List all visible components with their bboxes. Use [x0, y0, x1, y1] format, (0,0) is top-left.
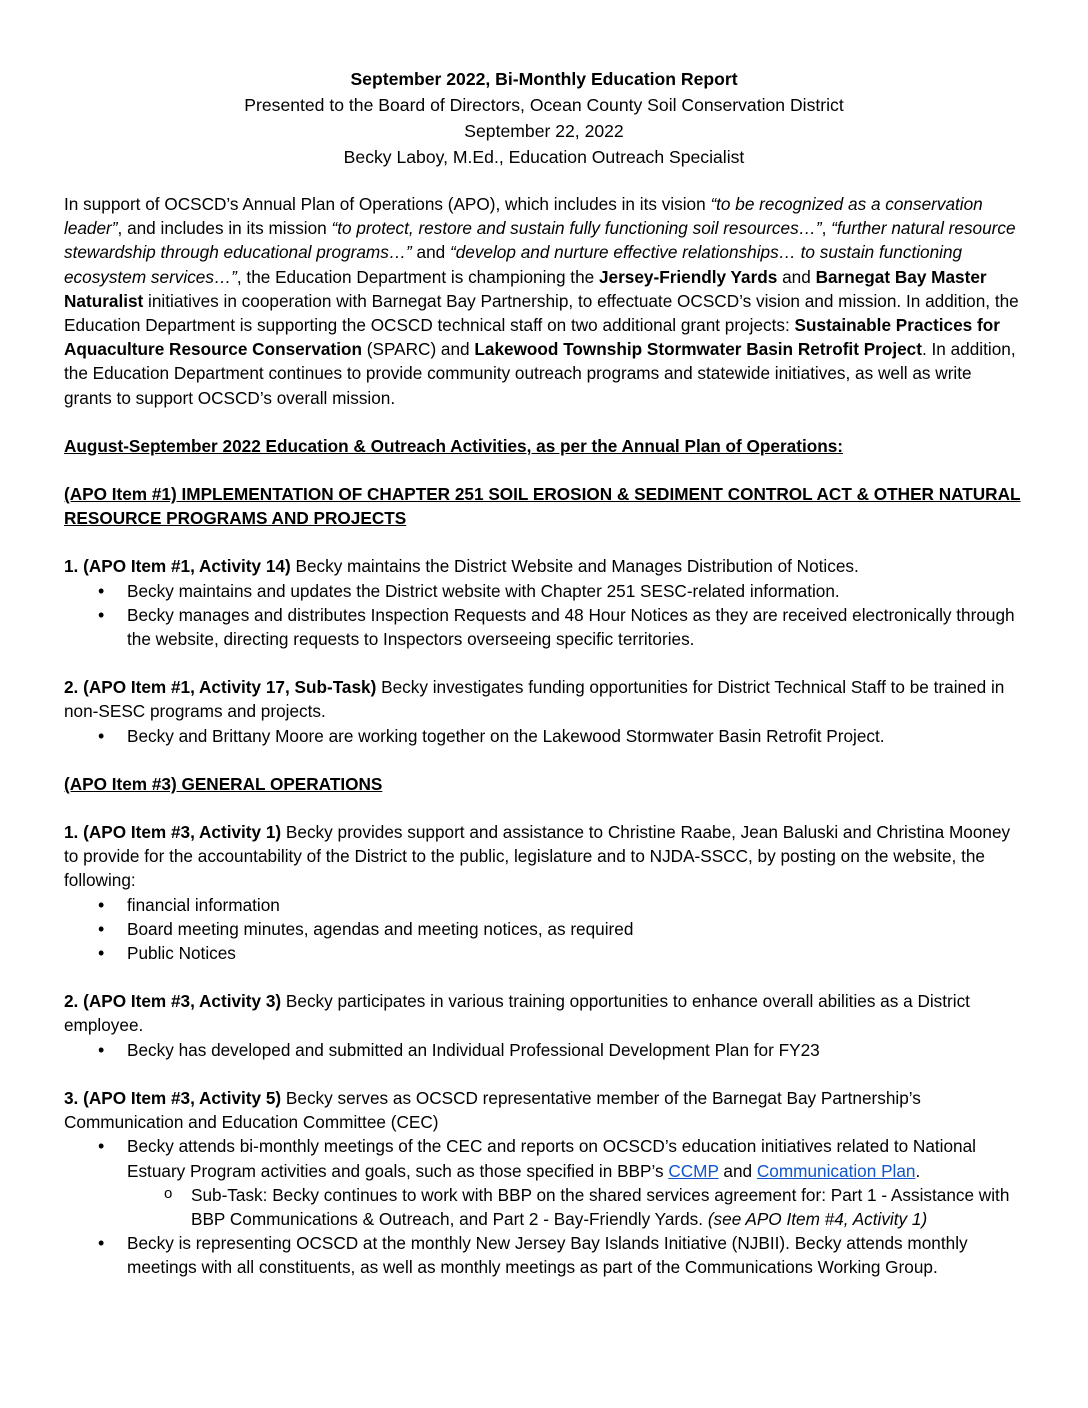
- item-lead: 2. (APO Item #3, Activity 3): [64, 991, 282, 1012]
- section-3-item-1: [64, 820, 1024, 965]
- communication-plan-link[interactable]: Communication Plan: [756, 1160, 916, 1181]
- intro-text: and: [777, 266, 816, 287]
- sub-item-text: Sub-Task: Becky continues to work with BBP on the shared services agreement for: Part 1 - Assistance with BBP Communications & Outreach, and Part 2 - Bay-Friendly Yards.: [191, 1184, 1010, 1229]
- intro-text: . In addition, the Education Department continues to provide community outreach programs and statewide initiatives, as well as write grants to support OCSCD’s overall mission.: [64, 339, 1016, 408]
- section-1-item-2: [64, 675, 1024, 748]
- ccmp-link[interactable]: CCMP: [668, 1160, 719, 1181]
- item-lead: 1. (APO Item #1, Activity 14): [64, 556, 291, 577]
- section-1-item-1: [64, 554, 1024, 651]
- item-lead: 3. (APO Item #3, Activity 5): [64, 1087, 282, 1108]
- report-page: [64, 66, 1024, 1304]
- intro-mission-quote: “further natural resource stewardship through educational programs…”: [64, 218, 1016, 263]
- bullet-text: Becky attends bi-monthly meetings of the CEC and reports on OCSCD’s education initiatives related to National Estuary Program activities and goals, such as those specified in BBP’s: [127, 1136, 976, 1181]
- sub-list-item: [64, 1183, 1024, 1231]
- item-text: Becky serves as OCSCD representative member of the Barnegat Bay Partnership’s Communication and Education Committee (CEC): [64, 1087, 921, 1133]
- bullet-list: [64, 1038, 1024, 1062]
- intro-text: , the Education Department is championing the: [236, 266, 599, 287]
- intro-vision-quote: “to be recognized as a conservation leader”: [64, 194, 983, 239]
- initiative-name: Jersey-Friendly Yards: [598, 266, 778, 287]
- sub-list: [127, 1183, 1024, 1231]
- activities-heading: August-September 2022 Education & Outreach Activities, as per the Annual Plan of Operations:: [64, 435, 844, 456]
- list-item: • Becky has developed and submitted an Individual Professional Development Plan for FY23: [64, 1038, 1024, 1062]
- item-paragraph: [64, 820, 1024, 893]
- report-date: September 22, 2022: [464, 121, 624, 141]
- section-1-heading: (APO Item #1) IMPLEMENTATION OF CHAPTER 251 SOIL EROSION & SEDIMENT CONTROL ACT & OTHER NATURAL RESOURCE PROGRAMS AND PROJECTS: [64, 484, 1021, 529]
- list-item: • financial information: [64, 893, 1024, 917]
- bullet-text: and: [718, 1160, 757, 1181]
- list-item: [64, 1134, 1024, 1231]
- item-text: Becky participates in various training opportunities to enhance overall abilities as a District employee.: [64, 991, 970, 1036]
- list-item: • Public Notices: [64, 941, 1024, 965]
- item-text: Becky investigates funding opportunities for District Technical Staff to be trained in non-SESC programs and projects.: [64, 677, 1005, 722]
- sub-item-reference: (see APO Item #4, Activity 1): [707, 1208, 928, 1229]
- item-paragraph: [64, 989, 1024, 1037]
- section-3-heading: (APO Item #3) GENERAL OPERATIONS: [64, 773, 383, 794]
- report-title: September 2022, Bi-Monthly Education Report: [350, 69, 738, 89]
- intro-text: (SPARC) and: [362, 339, 475, 360]
- item-lead: 1. (APO Item #3, Activity 1): [64, 822, 282, 843]
- item-text: Becky maintains the District Website and Manages Distribution of Notices.: [290, 556, 859, 577]
- intro-paragraph: [64, 192, 1024, 410]
- section-3-item-2: [64, 989, 1024, 1062]
- project-name: Lakewood Township Stormwater Basin Retrofit Project: [474, 339, 922, 360]
- section-3-item-3: [64, 1086, 1024, 1280]
- list-item: • Becky manages and distributes Inspection Requests and 48 Hour Notices as they are received electronically through the website, directing requests to Inspectors overseeing specific territories.: [64, 603, 1024, 651]
- list-item: • Becky and Brittany Moore are working together on the Lakewood Stormwater Basin Retrofit Project.: [64, 724, 1024, 748]
- item-paragraph: [64, 1086, 1024, 1134]
- bullet-text: .: [915, 1160, 921, 1181]
- bullet-list: [64, 893, 1024, 966]
- intro-mission-quote: “develop and nurture effective relationships… to sustain functioning ecosystem services…”: [64, 242, 963, 287]
- report-author: Becky Laboy, M.Ed., Education Outreach Specialist: [343, 147, 745, 167]
- list-item: • Becky maintains and updates the District website with Chapter 251 SESC-related information.: [64, 579, 1024, 603]
- item-paragraph: [64, 554, 1024, 578]
- bullet-list: [64, 724, 1024, 748]
- initiative-name: Barnegat Bay Master Naturalist: [64, 266, 987, 311]
- intro-text: , and includes in its mission: [117, 218, 332, 239]
- project-name: Sustainable Practices for Aquaculture Resource Conservation: [64, 315, 1000, 360]
- intro-text: and: [411, 242, 450, 263]
- bullet-list: [64, 579, 1024, 652]
- presented-line: Presented to the Board of Directors, Ocean County Soil Conservation District: [244, 95, 844, 115]
- list-item: • Board meeting minutes, agendas and meeting notices, as required: [64, 917, 1024, 941]
- intro-text: ,: [821, 218, 832, 239]
- intro-text: In support of OCSCD’s Annual Plan of Operations (APO), which includes in its vision: [64, 194, 711, 214]
- item-paragraph: [64, 675, 1024, 723]
- bullet-list: [64, 1134, 1024, 1279]
- report-header: [64, 66, 1024, 170]
- intro-text: initiatives in cooperation with Barnegat Bay Partnership, to effectuate OCSCD’s vision and mission. In addition, the Education Department is supporting the OCSCD technical staff on two additional grant projects:: [64, 290, 1019, 336]
- list-item: • Becky is representing OCSCD at the monthly New Jersey Bay Islands Initiative (NJBII). Becky attends monthly meetings with all constituents, as well as monthly meetings as part of the Communications Working Group.: [64, 1231, 1024, 1279]
- item-lead: 2. (APO Item #1, Activity 17, Sub-Task): [64, 677, 377, 698]
- item-text: Becky provides support and assistance to Christine Raabe, Jean Baluski and Christina Mooney to provide for the accountability of the District to the public, legislature and to NJDA-SSCC, by posting on the website, the following:: [64, 822, 1011, 891]
- intro-mission-quote: “to protect, restore and sustain fully functioning soil resources…”: [331, 218, 822, 239]
